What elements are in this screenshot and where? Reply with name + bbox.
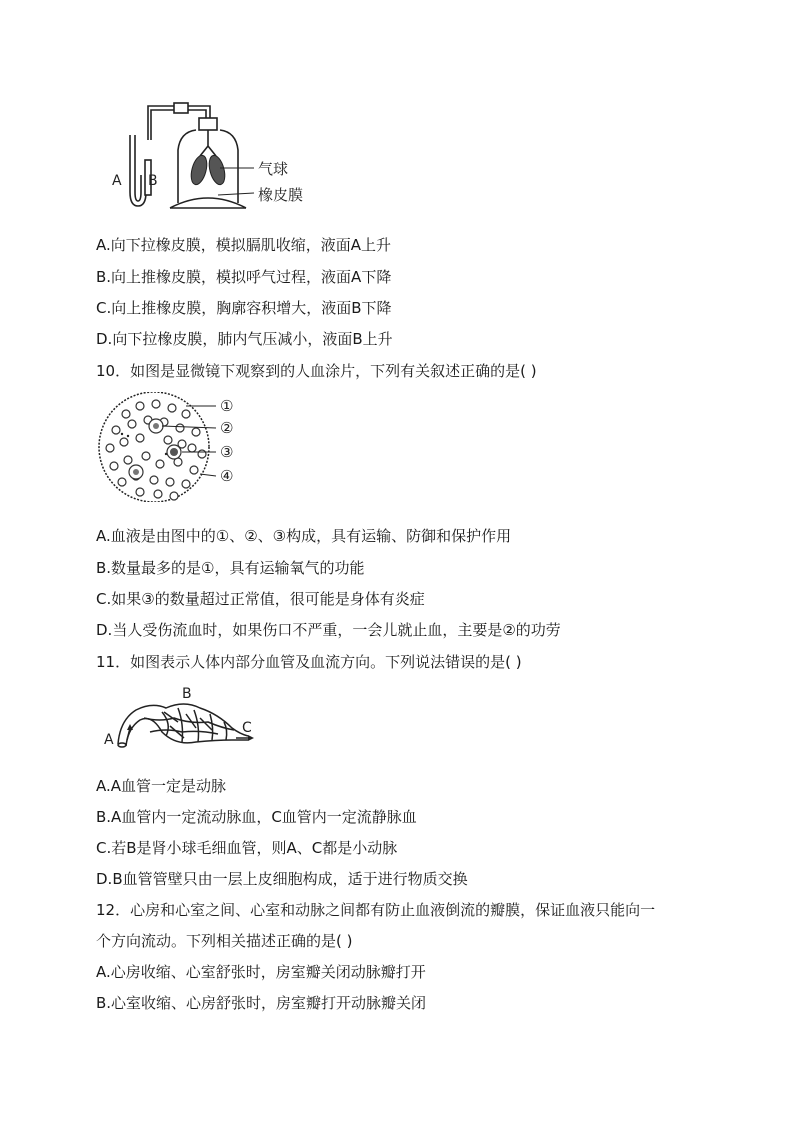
q12-option-a: A.心房收缩、心室舒张时，房室瓣关闭动脉瓣打开	[96, 963, 426, 981]
bell-jar-diagram	[108, 100, 328, 215]
q9-option-a: A.向下拉橡皮膜，模拟膈肌收缩，液面A上升	[96, 236, 392, 254]
q12-stem-line2: 个方向流动。下列相关描述正确的是( )	[96, 932, 353, 950]
q9-option-b: B.向上推橡皮膜，模拟呼气过程，液面A下降	[96, 268, 392, 286]
q11-option-d: D.B血管管壁只由一层上皮细胞构成，适于进行物质交换	[96, 870, 468, 888]
label-vessel-a: A	[104, 732, 114, 748]
label-3: ③	[220, 443, 234, 461]
q12-option-b: B.心室收缩、心房舒张时，房室瓣打开动脉瓣关闭	[96, 994, 427, 1012]
label-vessel-c: C	[242, 720, 252, 736]
label-balloon: 气球	[258, 160, 289, 178]
label-vessel-b: B	[182, 686, 192, 702]
label-1: ①	[220, 397, 234, 415]
q10-stem: 10．如图是显微镜下观察到的人血涂片，下列有关叙述正确的是( )	[96, 362, 537, 380]
q9-option-d: D.向下拉橡皮膜，肺内气压减小，液面B上升	[96, 330, 393, 348]
q10-option-a: A.血液是由图中的①、②、③构成，具有运输、防御和保护作用	[96, 527, 512, 545]
q11-option-b: B.A血管内一定流动脉血，C血管内一定流静脉血	[96, 808, 417, 826]
blood-smear-figure	[96, 392, 276, 502]
q9-option-c: C.向上推橡皮膜，胸廓容积增大，液面B下降	[96, 299, 392, 317]
q11-stem: 11．如图表示人体内部分血管及血流方向。下列说法错误的是( )	[96, 653, 522, 671]
label-membrane: 橡皮膜	[258, 186, 304, 204]
q10-option-d: D.当人受伤流血时，如果伤口不严重，一会儿就止血，主要是②的功劳	[96, 621, 561, 639]
q10-option-b: B.数量最多的是①，具有运输氧气的功能	[96, 559, 365, 577]
label-4: ④	[220, 467, 234, 485]
q10-option-c: C.如果③的数量超过正常值，很可能是身体有炎症	[96, 590, 425, 608]
bell-jar-figure	[108, 100, 328, 215]
vessel-diagram	[100, 684, 270, 754]
q12-stem-line1: 12．心房和心室之间、心室和动脉之间都有防止血液倒流的瓣膜，保证血液只能向一	[96, 901, 656, 919]
label-b: B	[148, 173, 158, 189]
q11-option-a: A.A血管一定是动脉	[96, 777, 227, 795]
label-a: A	[112, 173, 122, 189]
label-2: ②	[220, 419, 234, 437]
blood-smear-diagram	[96, 392, 276, 502]
q11-option-c: C.若B是肾小球毛细血管，则A、C都是小动脉	[96, 839, 398, 857]
vessel-figure	[100, 684, 270, 754]
